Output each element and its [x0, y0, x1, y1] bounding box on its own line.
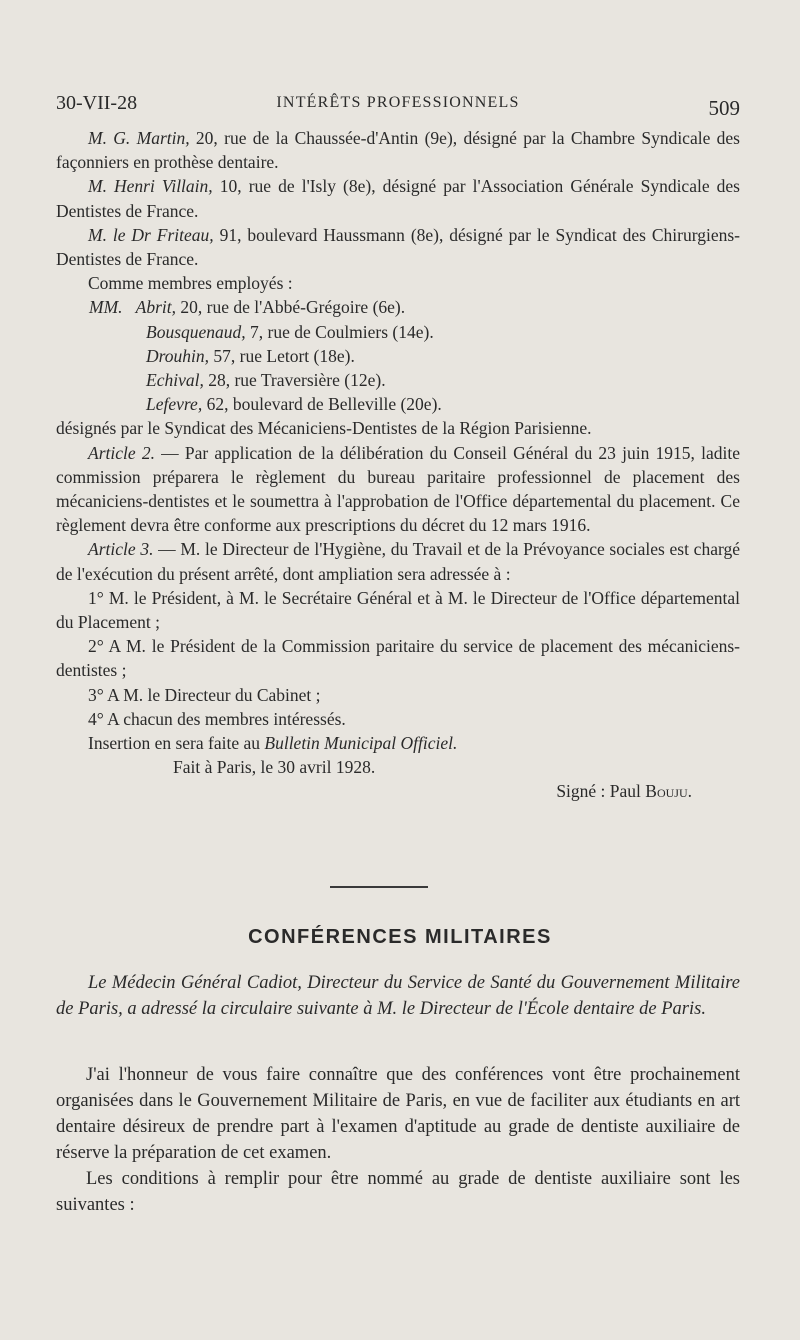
mm-label: MM. [89, 297, 123, 318]
date-line: Fait à Paris, le 30 avril 1928. [173, 757, 376, 778]
employe-name: Echival, [146, 370, 204, 391]
section-title: CONFÉRENCES MILITAIRES [248, 926, 552, 948]
employes-heading: Comme membres employés : [88, 273, 293, 294]
list-item: 4° A chacun des membres intéressés. [88, 708, 346, 729]
circular-paragraph: Les conditions à remplir pour être nommé au grade de dentiste auxiliaire sont les suivantes : [56, 1169, 740, 1215]
member-paragraph [56, 174, 740, 222]
employe-address: 57, rue Letort (18e). [209, 345, 355, 366]
circular-text [56, 1062, 740, 1218]
article-3 [56, 537, 740, 585]
employe-name: Lefevre, [146, 394, 203, 415]
employe-address: 7, rue de Coulmiers (14e). [245, 321, 434, 342]
employe-name: Bousquenaud, [146, 321, 246, 342]
employe-address: 62, boulevard de Belleville (20e). [202, 394, 442, 415]
decree-text [56, 126, 740, 804]
section-divider [330, 886, 428, 888]
signature-label: Signé : Paul [556, 781, 646, 802]
list-item: 3° A M. le Directeur du Cabinet ; [88, 684, 321, 705]
member-text: 20, rue de la Chaussée-d'Antin (9e), désigné par la Chambre Syndicale des façonniers en prothèse dentaire. [56, 128, 740, 173]
employe-address: 20, rue de l'Abbé-Grégoire (6e). [176, 297, 406, 318]
member-paragraph [56, 223, 740, 271]
intro-paragraph: Le Médecin Général Cadiot, Directeur du Service de Santé du Gouvernement Militaire de Paris, a adressé la circulaire suivante à M. le Directeur de l'École dentaire de Paris. [56, 973, 740, 1019]
page-header [56, 92, 740, 122]
article-2 [56, 441, 740, 538]
member-name: M. Henri Villain, [88, 176, 213, 197]
designation-paragraph: désignés par le Syndicat des Mécaniciens-Dentistes de la Région Parisienne. [56, 418, 592, 439]
signature-line [56, 779, 740, 803]
employe-line [56, 344, 740, 368]
list-item: 2° A M. le Président de la Commission paritaire du service de placement des mécaniciens-dentistes ; [56, 636, 740, 681]
list-item: 1° M. le Président, à M. le Secrétaire Général et à M. le Directeur de l'Office départemental du Placement ; [56, 587, 740, 633]
page-number: 509 [708, 96, 740, 120]
running-title: INTÉRÊTS PROFESSIONNELS [276, 94, 520, 111]
employe-line [56, 295, 740, 319]
article-text: — Par application de la délibération du Conseil Général du 23 juin 1915, ladite commission préparera le règlement du bureau paritaire professionnel de placement des mécaniciens-dentistes et le soumettra à l'approbation de l'Office départemental du placement. Ce règlement devra être conforme aux prescriptions du décret du 12 mars 1916. [56, 442, 740, 536]
employe-name: Abrit, [135, 297, 177, 318]
member-text: 91, boulevard Haussmann (8e), désigné par le Syndicat des Chirurgiens-Dentistes de France. [56, 224, 740, 270]
article-label: Article 2. [88, 442, 155, 463]
member-name: M. le Dr Friteau, [88, 224, 214, 245]
employe-line [56, 392, 740, 416]
circular-paragraph: J'ai l'honneur de vous faire connaître que des conférences vont être prochainement organisées dans le Gouvernement Militaire de Paris, en vue de faciliter aux étudiants en art dentaire désireux de prendre part à l'examen d'aptitude au grade de dentiste auxiliaire de réserve la préparation de cet examen. [56, 1065, 740, 1163]
header-date: 30-VII-28 [56, 92, 138, 114]
employe-line [56, 320, 740, 344]
member-text: 10, rue de l'Isly (8e), désigné par l'Association Générale Syndicale des Dentistes de France. [56, 176, 740, 221]
journal-name: Bulletin Municipal Officiel. [264, 733, 458, 754]
section-intro [56, 970, 740, 1022]
employe-name: Drouhin, [146, 345, 210, 366]
member-paragraph [56, 126, 740, 174]
signature-name: Bouju. [645, 781, 692, 802]
article-label: Article 3. [88, 539, 154, 560]
member-name: M. G. Martin, [88, 128, 190, 148]
employe-address: 28, rue Traversière (12e). [203, 370, 386, 391]
article-text: — M. le Directeur de l'Hygiène, du Travail et de la Prévoyance sociales est chargé de l'exécution du présent arrêté, dont ampliation sera adressée à : [56, 539, 740, 584]
insertion-line [56, 731, 740, 755]
insertion-text: Insertion en sera faite au [88, 733, 265, 754]
employe-line [56, 368, 740, 392]
